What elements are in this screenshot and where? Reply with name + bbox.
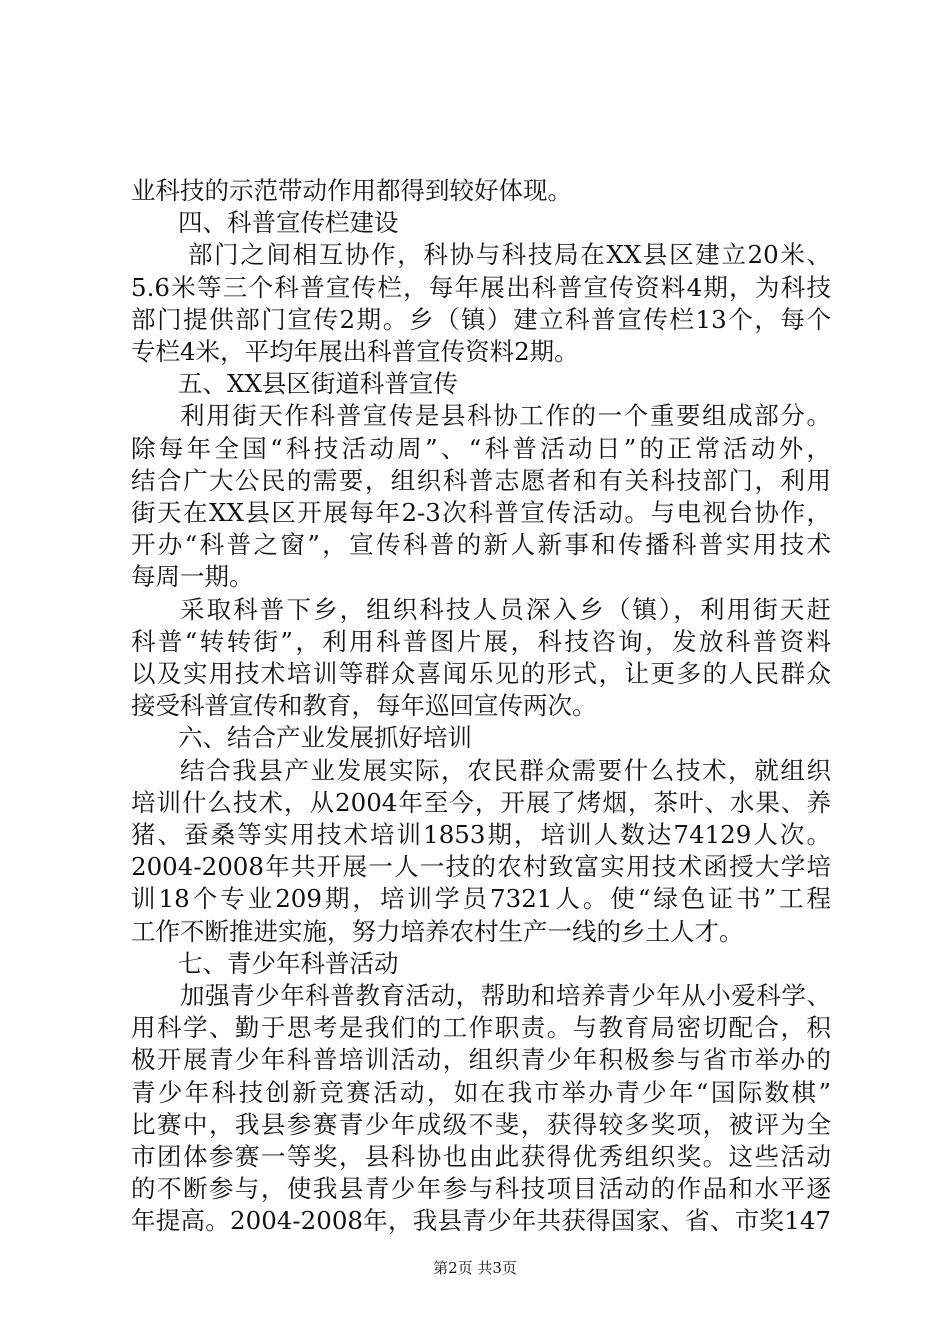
paragraph-line-last: 接受科普宣传和教育，每年巡回宣传两次。 bbox=[131, 691, 597, 721]
paragraph-line-last: 每周一期。 bbox=[131, 562, 254, 592]
section-heading-7: 七、青少年科普活动 bbox=[178, 948, 399, 978]
paragraph-line: 训18个专业209期，培训学员7321人。使“绿色证书”工程 bbox=[131, 884, 831, 914]
text-line-continuation: 业科技的示范带动作用都得到较好体现。 bbox=[131, 176, 572, 205]
paragraph-line: 5.6米等三个科普宣传栏，每年展出科普宣传资料4期，为科技 bbox=[131, 272, 831, 302]
paragraph-line-last: 专栏4米，平均年展出科普宣传资料2期。 bbox=[131, 337, 579, 366]
paragraph-line: 部门之间相互协作，科协与科技局在XX县区建立20米、 bbox=[188, 240, 831, 270]
paragraph-line: 部门提供部门宣传2期。乡（镇）建立科普宣传栏13个，每个 bbox=[131, 304, 831, 334]
paragraph-line: 采取科普下乡，组织科技人员深入乡（镇），利用街天赶 bbox=[180, 594, 831, 624]
section-heading-4: 四、科普宣传栏建设 bbox=[178, 208, 399, 238]
paragraph-line: 市团体参赛一等奖，县科协也由此获得优秀组织奖。这些活动 bbox=[131, 1142, 831, 1171]
paragraph-line: 以及实用技术培训等群众喜闻乐见的形式，让更多的人民群众 bbox=[131, 659, 831, 688]
paragraph-line: 科普“转转街”，利用科普图片展，科技咨询，发放科普资料 bbox=[131, 626, 831, 656]
paragraph-line: 用科学、勤于思考是我们的工作职责。与教育局密切配合，积 bbox=[131, 1013, 831, 1043]
section-heading-6: 六、结合产业发展抓好培训 bbox=[178, 723, 472, 753]
page-number-footer: 第2页 共3页 bbox=[433, 1259, 517, 1277]
paragraph-line: 比赛中，我县参赛青少年成级不斐，获得较多奖项，被评为全 bbox=[131, 1109, 831, 1139]
paragraph-line: 除每年全国“科技活动周”、“科普活动日”的正常活动外， bbox=[131, 433, 831, 463]
paragraph-line: 培训什么技术，从2004年至今，开展了烤烟，茶叶、水果、养 bbox=[131, 787, 831, 817]
paragraph-line: 利用街天作科普宣传是县科协工作的一个重要组成部分。 bbox=[180, 401, 831, 431]
paragraph-line: 2004-2008年共开展一人一技的农村致富实用技术函授大学培 bbox=[131, 852, 831, 882]
paragraph-line: 年提高。2004-2008年，我县青少年共获得国家、省、市奖147 bbox=[131, 1206, 831, 1236]
paragraph-line: 结合广大公民的需要，组织科普志愿者和有关科技部门，利用 bbox=[131, 465, 831, 495]
paragraph-line: 结合我县产业发展实际，农民群众需要什么技术，就组织 bbox=[180, 755, 831, 785]
paragraph-line: 青少年科技创新竞赛活动，如在我市举办青少年“国际数棋” bbox=[131, 1077, 831, 1107]
paragraph-line: 开办“科普之窗”，宣传科普的新人新事和传播科普实用技术 bbox=[131, 530, 831, 560]
paragraph-line: 极开展青少年科普培训活动，组织青少年积极参与省市举办的 bbox=[131, 1045, 831, 1075]
paragraph-line: 猪、蚕桑等实用技术培训1853期，培训人数达74129人次。 bbox=[131, 820, 831, 849]
paragraph-line: 加强青少年科普教育活动，帮助和培养青少年从小爱科学、 bbox=[180, 981, 831, 1010]
section-heading-5: 五、XX县区街道科普宣传 bbox=[178, 369, 458, 399]
paragraph-line: 街天在XX县区开展每年2-3次科普宣传活动。与电视台协作， bbox=[131, 498, 831, 527]
paragraph-line-last: 工作不断推进实施，努力培养农村生产一线的乡土人才。 bbox=[131, 916, 744, 946]
paragraph-line: 的不断参与，使我县青少年参与科技项目活动的作品和水平逐 bbox=[131, 1174, 831, 1204]
